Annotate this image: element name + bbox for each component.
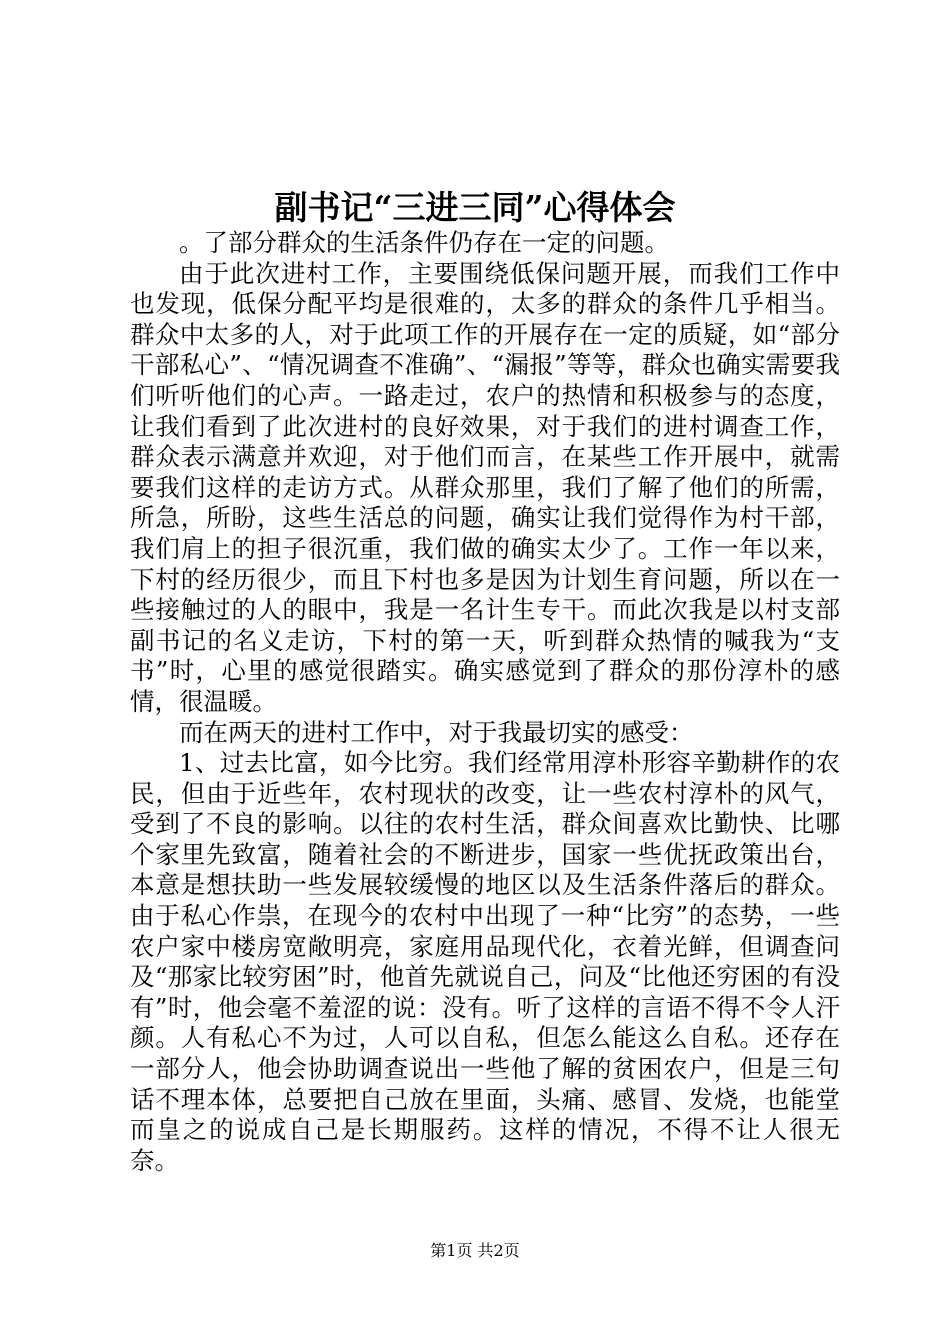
paragraph: 1、过去比富，如今比穷。我们经常用淳朴形容辛勤耕作的农民，但由于近些年，农村现状的改变，让一些农村淳朴的风气，受到了不良的影响。以往的农村生活，群众间喜欢比勤快、比哪个家里先致富，随着社会的不断进步，国家一些优抚政策出台，本意是想扶助一些发展较缓慢的地区以及生活条件落后的群众。由于私心作祟，在现今的农村中出现了一种“比穷”的态势，一些农户家中楼房宽敞明亮，家庭用品现代化，衣着光鲜，但调查问及“那家比较穷困”时，他首先就说自己，问及“比他还穷困的有没有”时，他会毫不羞涩的说：没有。听了这样的言语不得不令人汗颜。人有私心不为过，人可以自私，但怎么能这么自私。还存在一部分人，他会协助调查说出一些他了解的贫困农户，但是三句话不理本体，总要把自己放在里面，头痛、感冒、发烧，也能堂而皇之的说成自己是长期服药。这样的情况，不得不让人很无奈。: [130, 748, 840, 1175]
paragraph: 由于此次进村工作，主要围绕低保问题开展，而我们工作中也发现，低保分配平均是很难的，太多的群众的条件几乎相当。群众中太多的人，对于此项工作的开展存在一定的质疑，如“部分干部私心”、“情况调查不准确”、“漏报”等等，群众也确实需要我们听听他们的心声。一路走过，农户的热情和积极参与的态度，让我们看到了此次进村的良好效果，对于我们的进村调查工作，群众表示满意并欢迎，对于他们而言，在某些工作开展中，就需要我们这样的走访方式。从群众那里，我们了解了他们的所需，所急，所盼，这些生活总的问题，确实让我们觉得作为村干部，我们肩上的担子很沉重，我们做的确实太少了。工作一年以来，下村的经历很少，而且下村也多是因为计划生育问题，所以在一些接触过的人的眼中，我是一名计生专干。而此次我是以村支部副书记的名义走访，下村的第一天，听到群众热情的喊我为“支书”时，心里的感觉很踏实。确实感觉到了群众的那份淳朴的感情，很温暖。: [130, 258, 840, 716]
paragraph: 。了部分群众的生活条件仍存在一定的问题。: [179, 228, 669, 257]
page-footer: 第1页 共2页: [430, 1241, 520, 1260]
paragraph: 而在两天的进村工作中，对于我最切实的感受：: [179, 717, 694, 747]
document-title: 副书记“三进三同”心得体会: [274, 188, 676, 227]
document-body: [130, 228, 840, 1176]
